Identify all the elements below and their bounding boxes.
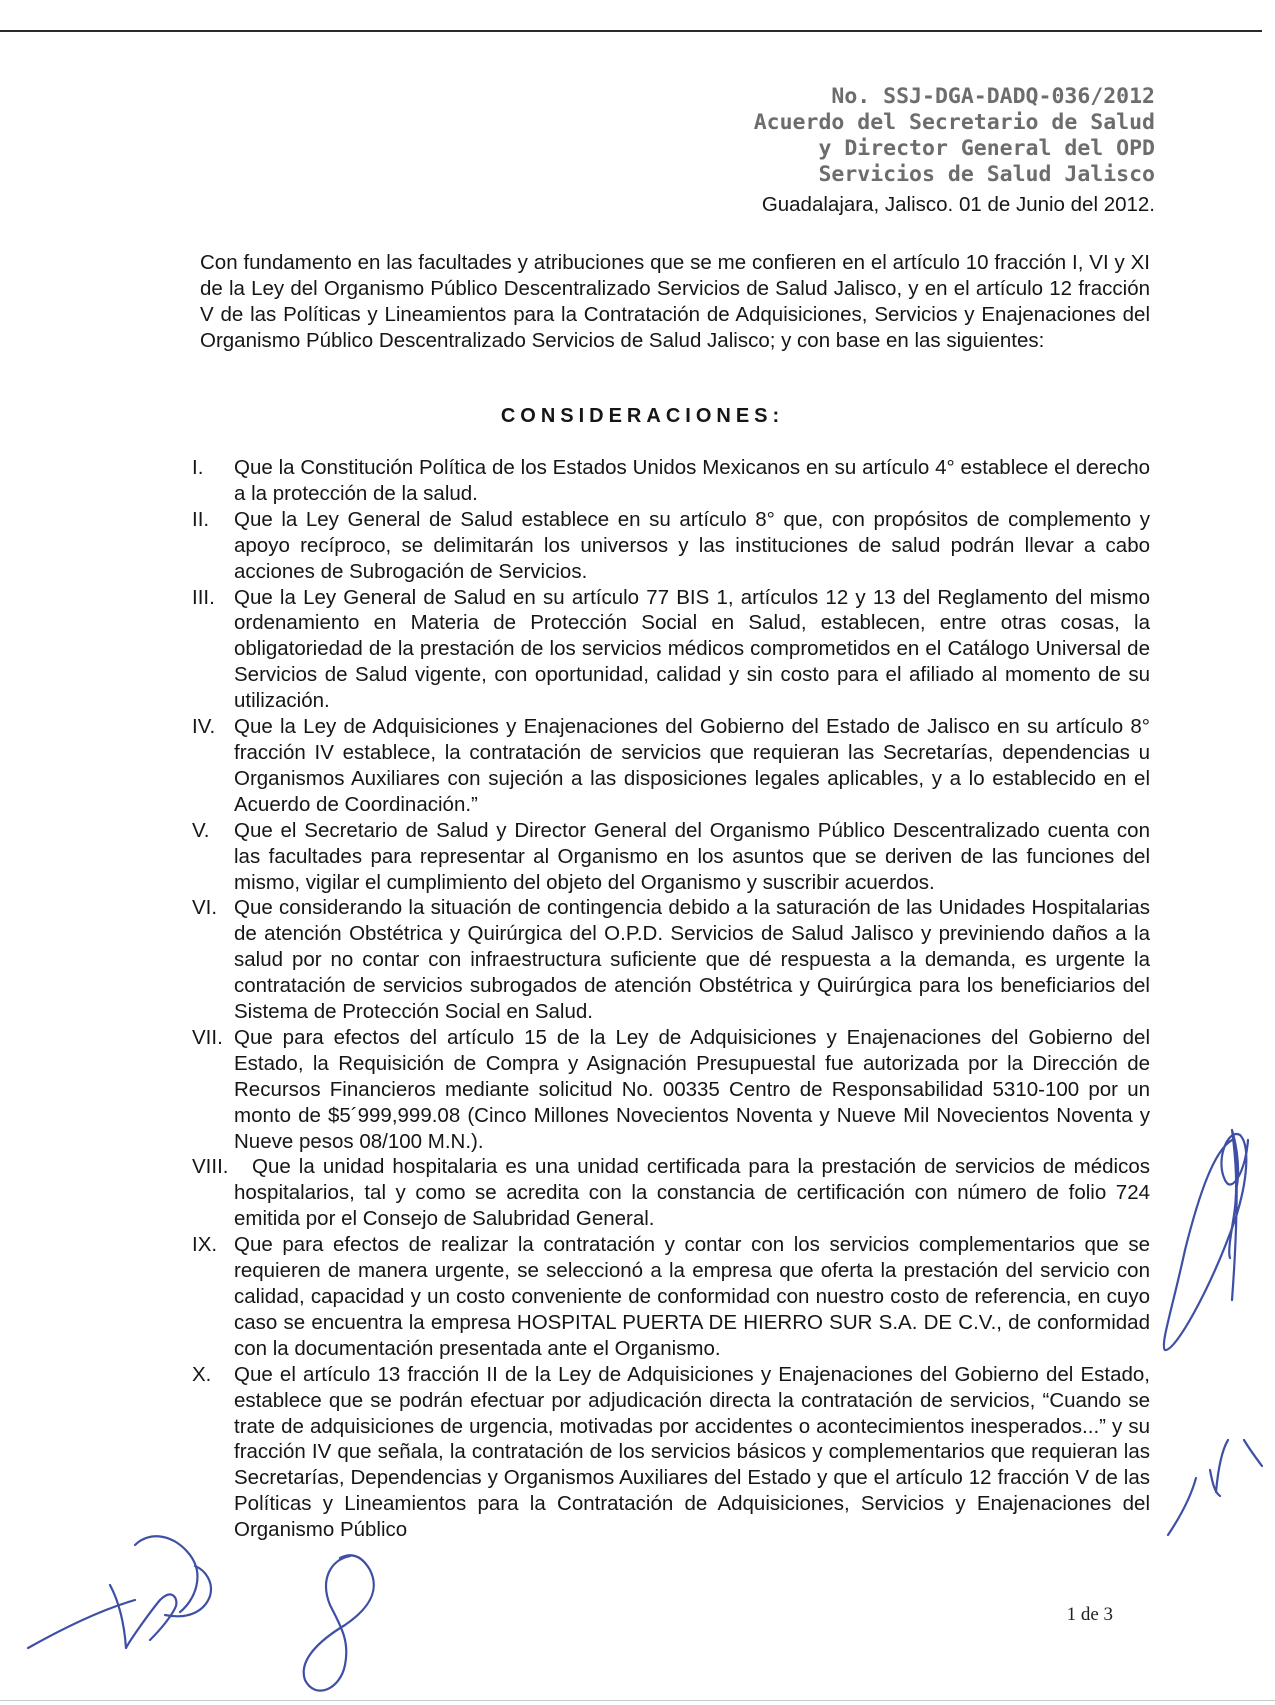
item-number: IV. (192, 715, 216, 739)
margin-initials-right-top (1229, 1130, 1238, 1258)
header-line-2: Acuerdo del Secretario de Salud (753, 110, 1155, 135)
consideration-item (192, 1362, 1150, 1543)
signature-left (28, 1536, 211, 1648)
header-line-3: y Director General del OPD (818, 136, 1155, 161)
item-number: VII. (192, 1025, 223, 1049)
consideration-item (192, 818, 1150, 896)
consideration-item (192, 455, 1150, 507)
item-number: VI. (192, 896, 218, 920)
top-rule (0, 30, 1262, 32)
item-text: Que para efectos de realizar la contratación y contar con los servicios complementarios que se requieren de manera urgente, se seleccionó a la empresa que oferta la prestación del servicio con calidad, capacidad y un costo conveniente de conformidad con nuestro costo de referencia, en cuyo caso se encuentra la empresa HOSPITAL PUERTA DE HIERRO SUR S.A. DE C.V., de conformidad con la documentación presentada ante el Organismo. (234, 1233, 1150, 1360)
consideration-item (192, 507, 1150, 585)
item-number: II. (192, 507, 210, 531)
signature-middle (304, 1555, 374, 1690)
header-line-4: Servicios de Salud Jalisco (818, 162, 1155, 187)
bottom-rule (0, 1700, 1275, 1701)
considerations-list (192, 455, 1150, 1543)
item-text: Que considerando la situación de contingencia debido a la saturación de las Unidades Hospitalarias de atención Obstétrica y Quirúrgica del O.P.D. Servicios de Salud Jalisco y previniendo daños a la salud por no contar con infraestructura suficiente que dé respuesta a la demanda, es urgente la contratación de servicios subrogados de atención Obstétrica y Quirúrgica para los beneficiarios del Sistema de Protección Social en Salud. (234, 896, 1150, 1024)
margin-initials-right (1164, 1134, 1248, 1350)
item-text: Que la Ley de Adquisiciones y Enajenaciones del Gobierno del Estado de Jalisco en su artículo 8° fracción IV establece, la contratación de servicios que requieran las Secretarías, dependencias u Organismos Auxiliares con sujeción a las disposiciones legales aplicables, y a lo establecido en el Acuerdo de Coordinación.” (234, 715, 1150, 816)
item-text: Que para efectos del artículo 15 de la Ley de Adquisiciones y Enajenaciones del Gobierno del Estado, la Requisición de Compra y Asignación Presupuestal fue autorizada por la Dirección de Recursos Financieros mediante solicitud No. 00335 Centro de Responsabilidad 5310-100 por un monto de $5´999,999.08 (Cinco Millones Novecientos Noventa y Nueve Mil Novecientos Noventa y Nueve pesos 08/100 M.N.). (234, 1025, 1150, 1153)
item-number: VIII. (192, 1155, 229, 1179)
item-text: Que la Ley General de Salud establece en su artículo 8° que, con propósitos de complemento y apoyo recíproco, se delimitarán los universos y las instituciones de salud podrán llevar a cabo acciones de Subrogación de Servicios. (234, 507, 1150, 583)
item-number: III. (192, 585, 215, 609)
document-number: No. SSJ-DGA-DADQ-036/2012 (831, 84, 1155, 109)
page-number: 1 de 3 (1066, 1604, 1113, 1625)
document-header (754, 84, 1155, 188)
item-text: Que el Secretario de Salud y Director General del Organismo Público Descentralizado cuenta con las facultades para representar al Organismo en los asuntos que se deriven de las funciones del mismo, vigilar el cumplimiento del objeto del Organismo y suscribir acuerdos. (234, 818, 1150, 894)
item-number: V. (192, 818, 210, 842)
item-text: Que la Ley General de Salud en su artículo 77 BIS 1, artículos 12 y 13 del Reglamento del mismo ordenamiento en Materia de Protección Social en Salud, establecen, entre otras cosas, la obligatoriedad de la prestación de los servicios médicos comprometidos en el Catálogo Universal de Servicios de Salud vigente, con oportunidad, calidad y sin costo para el afiliado al momento de su utilización. (234, 585, 1150, 713)
considerations-title: CONSIDERACIONES: (500, 405, 785, 427)
item-number: IX. (192, 1233, 218, 1257)
item-text: Que la Constitución Política de los Estados Unidos Mexicanos en su artículo 4° establece el derecho a la protección de la salud. (234, 456, 1150, 505)
consideration-item (192, 585, 1150, 715)
date-line: Guadalajara, Jalisco. 01 de Junio del 2012. (761, 193, 1155, 216)
consideration-item (192, 1025, 1150, 1155)
consideration-item (192, 1232, 1150, 1362)
item-number: X. (192, 1362, 212, 1386)
intro-paragraph: Con fundamento en las facultades y atribuciones que se me confieren en el artículo 10 fracción I, VI y XI de la Ley del Organismo Público Descentralizado Servicios de Salud Jalisco, y en el artículo 12 fracción V de las Políticas y Lineamientos para la Contratación de Adquisiciones, Servicios y Enajenaciones del Organismo Público Descentralizado Servicios de Salud Jalisco; y con base en las siguientes: (200, 251, 1150, 352)
consideration-item (192, 1154, 1150, 1232)
consideration-item (192, 714, 1150, 818)
item-number: I. (192, 456, 204, 479)
consideration-item (192, 895, 1150, 1025)
item-text: Que el artículo 13 fracción II de la Ley de Adquisiciones y Enajenaciones del Gobierno del Estado, establece que se podrán efectuar por adjudicación directa la contratación de servicios, “Cuando se trate de adquisiciones de urgencia, motivadas por accidentes o acontecimientos inesperados...” y su fracción IV que señala, la contratación de los servicios básicos y complementarios que requieran las Secretarías, Dependencias y Organismos Auxiliares del Estado y que el artículo 12 fracción V de las Políticas y Lineamientos para la Contratación de Adquisiciones, Servicios y Enajenaciones del Organismo Público (234, 1362, 1150, 1542)
item-text: Que la unidad hospitalaria es una unidad certificada para la prestación de servicios de médicos hospitalarios, tal y como se acredita con la constancia de certificación con número de folio 724 emitida por el Consejo de Salubridad General. (234, 1155, 1150, 1231)
margin-mark-right-lower (1168, 1440, 1262, 1535)
